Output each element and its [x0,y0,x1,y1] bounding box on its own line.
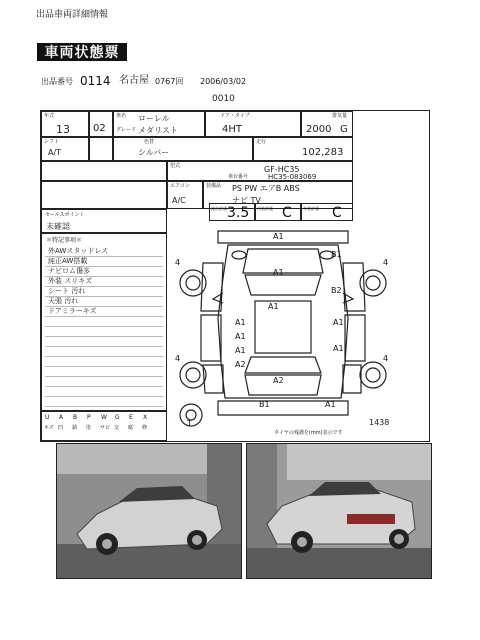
tire-depth: 4 [175,354,181,363]
sale-points-cell [41,209,167,233]
rear-photo [246,443,432,579]
model-value: ローレル [138,114,170,123]
score-label: 総合評価 [211,206,227,211]
tire-scale-code: P [87,414,91,421]
tire-depth: 4 [383,258,389,267]
displacement-value: 2000 [306,124,332,135]
tire-scale-code: W [101,414,107,421]
tire-grade-grid [41,411,167,441]
ruled-line [45,326,163,327]
note-item: シート 汚れ [48,287,86,295]
ruled-line [45,296,163,297]
damage-mark: A1 [273,232,284,241]
doors-cell [205,111,301,137]
interior-label: 内装評価 [257,206,273,211]
mileage-value: 102,283 [302,147,344,158]
tire-scale-meaning: キズ [44,425,54,431]
ac-label: エアコン [170,183,190,189]
damage-mark: A1 [333,318,344,327]
tire-scale-meaning: 凹 [58,425,64,431]
damage-mark: A1 [235,332,246,341]
mileage-label: 走行 [256,139,267,145]
ruled-line [45,406,163,407]
equipment-label: 装備品 [206,183,222,189]
note-item: ドアミラーキズ [48,307,97,315]
ruled-line [45,286,163,287]
color-label: 色替 [144,139,155,145]
model-label: 車名 [116,113,127,119]
tire-scale-meaning: サビ [100,425,111,431]
damage-mark: A1 [273,268,284,277]
exterior-grade: C [332,205,342,221]
ac-cell [167,181,203,209]
color-value: シルバー [138,148,170,157]
mileage-cell [253,137,353,161]
tire-scale-meaning: 錆 [72,425,78,431]
frame-label: 車台番号 [228,174,249,180]
car-damage-diagram [173,223,393,428]
notes-box [41,233,167,411]
ruled-line [45,256,163,257]
tire-scale-code: U [45,414,50,421]
equipment-line2: ナビ TV [232,196,261,205]
damage-mark: A2 [235,360,246,369]
score-cell [209,203,255,221]
ruled-line [45,356,163,357]
side-note: 1438 [369,418,390,427]
ruled-line [45,266,163,267]
front-car-image [57,444,241,578]
transmission-label: シフト [44,139,60,145]
tire-scale-code: A [59,414,64,421]
displacement-cell [301,111,353,137]
displacement-label: 排気量 [332,113,348,119]
spare-tire-mark: T [187,419,192,428]
ruled-line [45,276,163,277]
tire-scale-meaning: 交 [114,425,120,431]
transmission-value: A/T [48,148,62,157]
sale-points-label: セールスポイント [45,212,85,218]
condition-report-banner: 車両状態票 [37,43,127,61]
stamp-number: 0010 [212,94,235,104]
damage-mark: A1 [325,400,336,409]
ruled-line [45,316,163,317]
tire-scale-code: E [129,414,133,421]
lot-label: 出品番号 [41,77,73,86]
tire-depth: 4 [175,258,181,267]
ruled-line [45,346,163,347]
note-item: 外AWスタッドレス [48,247,109,255]
interior-grade: C [282,205,292,221]
note-item: 純正AW搭載 [48,257,88,265]
front-photo [56,443,242,579]
blank-cell [89,137,113,161]
options-cell [41,161,167,181]
equipment-left-cell [41,181,167,209]
note-item: ナビロム傷多 [48,267,90,275]
doors-label: ドア・タイプ [220,113,250,119]
model-code-value: GF-HC35 [264,165,300,174]
frame-value: HC35-083069 [268,173,317,181]
damage-mark: B1 [259,400,270,409]
ruled-line [45,386,163,387]
damage-mark: A1 [333,344,344,353]
ac-value: A/C [172,196,186,205]
ruled-line [45,376,163,377]
color-cell [113,137,253,161]
score-value: 3.5 [227,205,250,221]
tire-legend: タイヤの残溝を(mm)表示です [274,430,343,436]
session: 0767回 [155,77,184,86]
model-code-cell [167,161,353,181]
model-code-label: 型式 [170,163,181,169]
grade-label: グレード [116,127,137,133]
tire-scale-meaning: 塗 [86,425,92,431]
damage-mark: A1 [235,318,246,327]
damage-mark: B2 [331,286,342,295]
damage-mark: B1 [331,250,342,259]
tire-scale-code: X [143,414,148,421]
tire-scale-meaning: 修 [142,425,148,431]
exterior-label: 外装評価 [303,206,319,211]
tire-scale-code: B [73,414,78,421]
month-value: 02 [93,123,106,134]
sale-points-value: 未確認 [46,222,70,231]
doors-value: 4HT [222,124,242,135]
condition-sheet [40,110,430,442]
rear-car-image [247,444,431,578]
damage-mark: A1 [235,346,246,355]
ruled-line [45,396,163,397]
transmission-cell [41,137,89,161]
damage-mark: A2 [273,376,284,385]
ruled-line [45,306,163,307]
exterior-cell [301,203,353,221]
ruled-line [45,336,163,337]
damage-mark: A1 [268,302,279,311]
auction-date: 2006/03/02 [200,77,247,86]
tire-scale-meaning: 腐 [128,425,134,431]
tire-depth: 4 [383,354,389,363]
notes-label: ＊特記事項＊ [46,237,83,244]
year-value: 13 [56,123,70,136]
year-cell [41,111,89,137]
grade-value: メダリスト [138,126,178,135]
venue: 名古屋 [119,75,149,86]
month-cell [89,111,113,137]
ruled-line [45,366,163,367]
year-label: 年式 [44,113,55,119]
equipment-line1: PS PW エアB ABS [232,184,300,193]
note-item: 天張 汚れ [48,297,79,305]
lot-number: 0114 [80,74,111,88]
model-cell [113,111,205,137]
interior-cell [255,203,301,221]
tire-scale-code: G [115,414,120,421]
note-item: 外装 スリキズ [48,277,93,285]
document-title: 出品車両詳細情報 [36,10,109,20]
fuel-type: G [340,124,348,135]
